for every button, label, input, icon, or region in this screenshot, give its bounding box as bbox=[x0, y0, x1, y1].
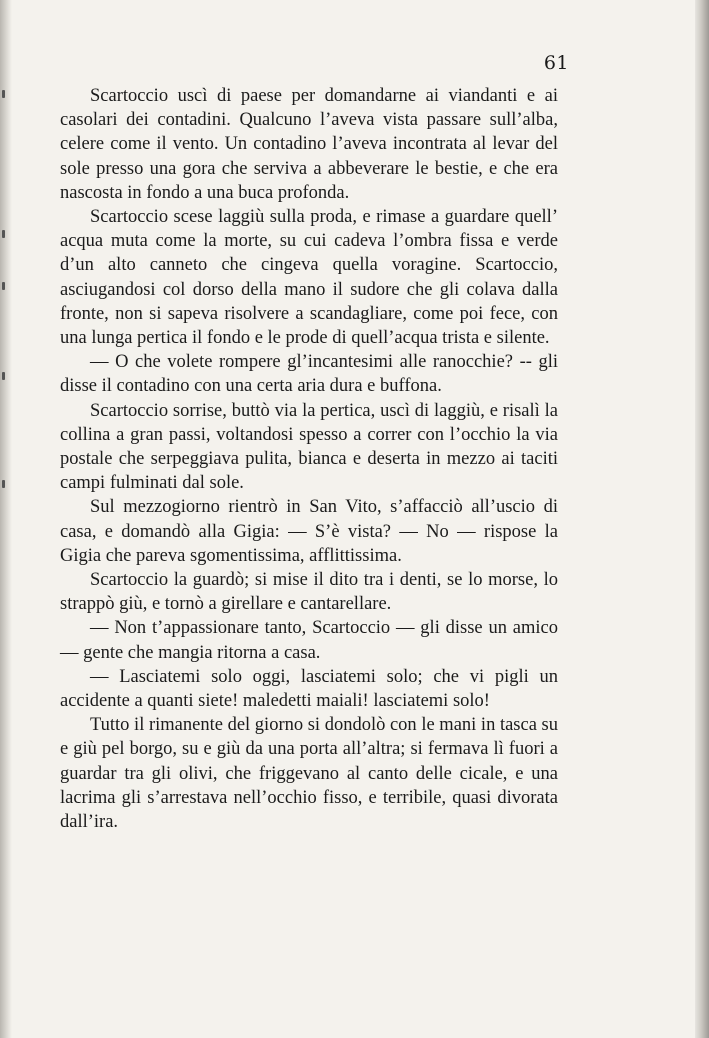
page-number: 61 bbox=[543, 52, 569, 74]
page-right-edge bbox=[695, 0, 709, 1038]
binding-mark bbox=[2, 90, 5, 98]
binding-marks bbox=[0, 0, 20, 1038]
paragraph: Scartoccio sorrise, buttò via la pertica, uscì di laggiù, e risalì la collina a gran passi, voltandosi spesso a correr con l’occhio la via postale che serpeggiava pulita, bianca e deserta in mezzo ai taciti campi fulminati dal sole. bbox=[60, 400, 558, 494]
paragraph: Tutto il rimanente del giorno si dondolò con le mani in tasca su e giù pel borgo, su e giù da una porta all’altra; si fermava lì fuori a guardar tra gli olivi, che friggevano al canto delle cicale, e una lacrima gli s’arrestava nell’occhio fisso, e terribile, quasi divorata dall’ira. bbox=[60, 715, 558, 833]
binding-mark bbox=[2, 480, 5, 488]
paragraph: — Lasciatemi solo oggi, lasciatemi solo; che vi pigli un accidente a quanti siete! maledetti maiali! lasciatemi solo! bbox=[60, 666, 558, 712]
body-text bbox=[60, 84, 558, 834]
binding-mark bbox=[2, 230, 5, 238]
paragraph: Sul mezzogiorno rientrò in San Vito, s’affacciò all’uscio di casa, e domandò alla Gigia: — S’è vista? — No — rispose la Gigia che pareva sgomentissima, afflittissima. bbox=[60, 497, 558, 566]
paragraph: Scartoccio scese laggiù sulla proda, e rimase a guardare quell’ acqua muta come la morte, su cui cadeva l’ombra fissa e verde d’un alto canneto che cingeva quella voragine. Scartoccio, asciugandosi col dorso della mano il sudore che gli colava dalla fronte, non si sapeva risolvere a scandagliare, come poi fece, con una lunga pertica il fondo e le prode di quell’acqua trista e silente. bbox=[60, 207, 558, 349]
binding-mark bbox=[2, 282, 5, 290]
paragraph: — Non t’appassionare tanto, Scartoccio — gli disse un amico — gente che mangia ritorna a casa. bbox=[60, 618, 558, 663]
paragraph: Scartoccio uscì di paese per domandarne ai viandanti e ai casolari dei contadini. Qualcuno l’aveva vista passare sull’alba, celere come il vento. Un contadino l’aveva incontrata al levar del sole presso una gora che serviva a abbeverare le bestie, e che era nascosta in fondo a una buca profonda. bbox=[60, 86, 558, 203]
binding-mark bbox=[2, 372, 5, 380]
paragraph: Scartoccio la guardò; si mise il dito tra i denti, se lo morse, lo strappò giù, e tornò a girellare e cantarellare. bbox=[60, 570, 558, 615]
paragraph: — O che volete rompere gl’incantesimi alle ranocchie? -- gli disse il contadino con una certa aria dura e buffona. bbox=[60, 352, 558, 397]
